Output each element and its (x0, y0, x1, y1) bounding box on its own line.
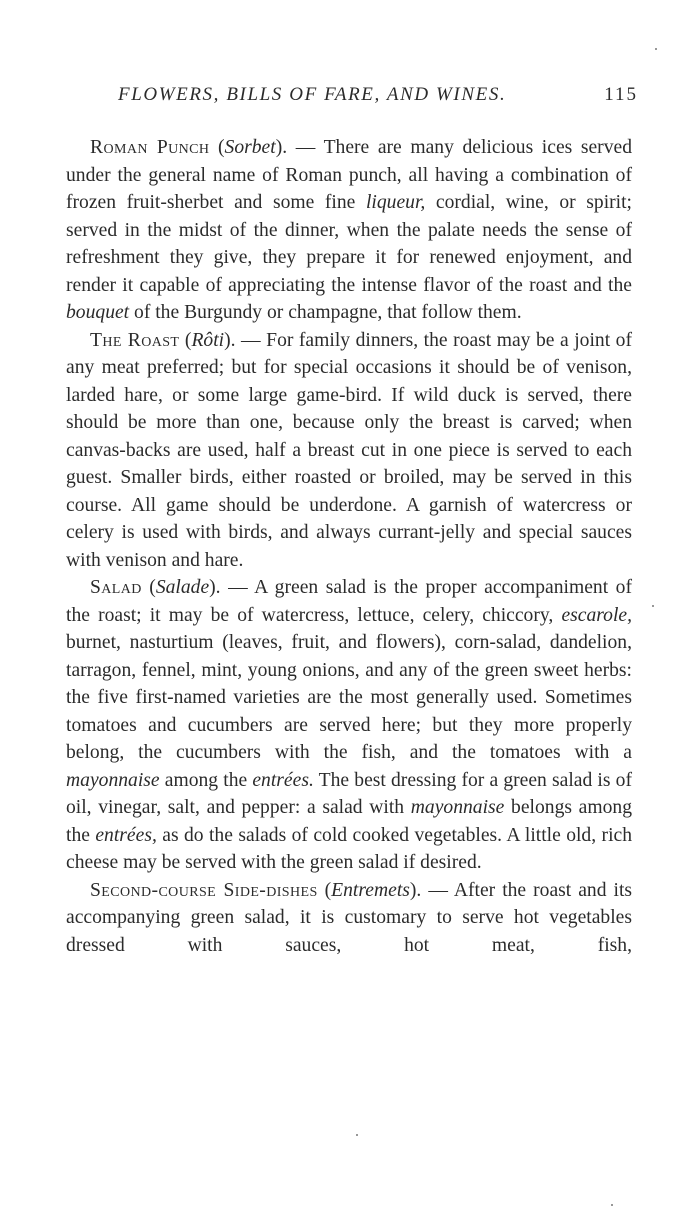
em-dash: — (235, 329, 267, 351)
paper-speck (655, 48, 657, 50)
open-paren: ( (209, 137, 225, 158)
paragraph-text: After the roast and its accompanying green salad, it is customary to serve hot vegetables dressed with sauces, hot meat, fish, (66, 879, 633, 956)
italic-term: liqueur, (365, 192, 426, 213)
close-paren: ). (209, 577, 221, 598)
entry-heading: The Roast (90, 329, 180, 351)
close-paren: ). (409, 879, 422, 901)
page-header (118, 84, 638, 114)
em-dash: — (287, 137, 324, 158)
italic-term: mayonnaise (66, 769, 160, 791)
paragraph-text: The best dressing for a green salad is of oil, vinegar, salt, and pepper: a salad with (66, 769, 632, 818)
paper-speck (611, 1204, 613, 1206)
entry-heading: Roman Punch (90, 137, 210, 158)
italic-term: entrées. (252, 769, 314, 791)
paragraph-salad (66, 574, 632, 877)
italic-term: entrées, (95, 824, 157, 846)
french-term: Rôti (191, 329, 225, 351)
page-number: 115 (604, 84, 638, 105)
entry-heading: Salad (90, 577, 142, 598)
italic-term: bouquet (66, 302, 130, 323)
open-paren: ( (317, 879, 332, 901)
italic-term: escarole, (561, 604, 632, 626)
paragraph-text: of the Burgundy or champagne, that follow them. (129, 302, 522, 323)
french-term: Entremets (331, 879, 410, 901)
open-paren: ( (141, 577, 156, 598)
page-body (66, 134, 632, 959)
paragraph-text: as do the salads of cold cooked vegetables. A little old, rich cheese may be served with the green salad if desired. (66, 824, 633, 873)
open-paren: ( (179, 329, 192, 351)
paragraph-text: burnet, nasturtium (leaves, fruit, and flowers), corn-salad, dandelion, tarragon, fennel, mint, young onions, and any of the green sweet herbs: the five first-named varieties are the most generally used. Sometimes tomatoes and cucumbers are served here; but they more properly belong, the cucumbers with the fish, and the tomatoes with a (66, 632, 632, 763)
close-paren: ). (275, 137, 288, 158)
close-paren: ). (224, 329, 236, 351)
paragraph-text: belongs among the (66, 797, 632, 846)
paragraph-text: There are many delicious ices served under the general name of Roman punch, all having a combination of frozen fruit-sherbet and some fine (66, 137, 632, 213)
em-dash: — (421, 879, 454, 901)
paragraph-roast (66, 327, 632, 575)
french-term: Salade (155, 577, 210, 598)
french-term: Sorbet (224, 137, 276, 158)
paragraph-roman-punch (66, 134, 632, 327)
em-dash: — (220, 577, 255, 598)
italic-term: mayonnaise (410, 797, 505, 818)
paper-speck (356, 1134, 358, 1136)
entry-heading: Second-course Side-dishes (90, 879, 318, 901)
paragraph-text: among the (159, 769, 253, 791)
paragraph-text: cordial, wine, or spirit; served in the midst of the dinner, when the palate needs the sense of refreshment they give, they prepare it for renewed enjoyment, and render it capable of appreciating the intense flavor of the roast and the (66, 192, 633, 296)
running-title: FLOWERS, BILLS OF FARE, AND WINES. (118, 84, 507, 105)
paragraph-text: A green salad is the proper accompaniment of the roast; it may be of watercress, lettuce, celery, chiccory, (66, 577, 632, 626)
paragraph-text: For family dinners, the roast may be a joint of any meat preferred; but for special occasions it should be of venison, larded hare, or some large game-bird. If wild duck is served, there should be more than one, because only the breast is carved; when canvas-backs are used, half a breast cut in one piece is served to each guest. Smaller birds, either roasted or broiled, may be served in this course. All game should be underdone. A garnish of watercress or celery is used with birds, and always currant-jelly and special sauces with venison and hare. (66, 329, 632, 571)
paragraph-second-course (66, 877, 632, 960)
paper-speck (652, 605, 654, 607)
